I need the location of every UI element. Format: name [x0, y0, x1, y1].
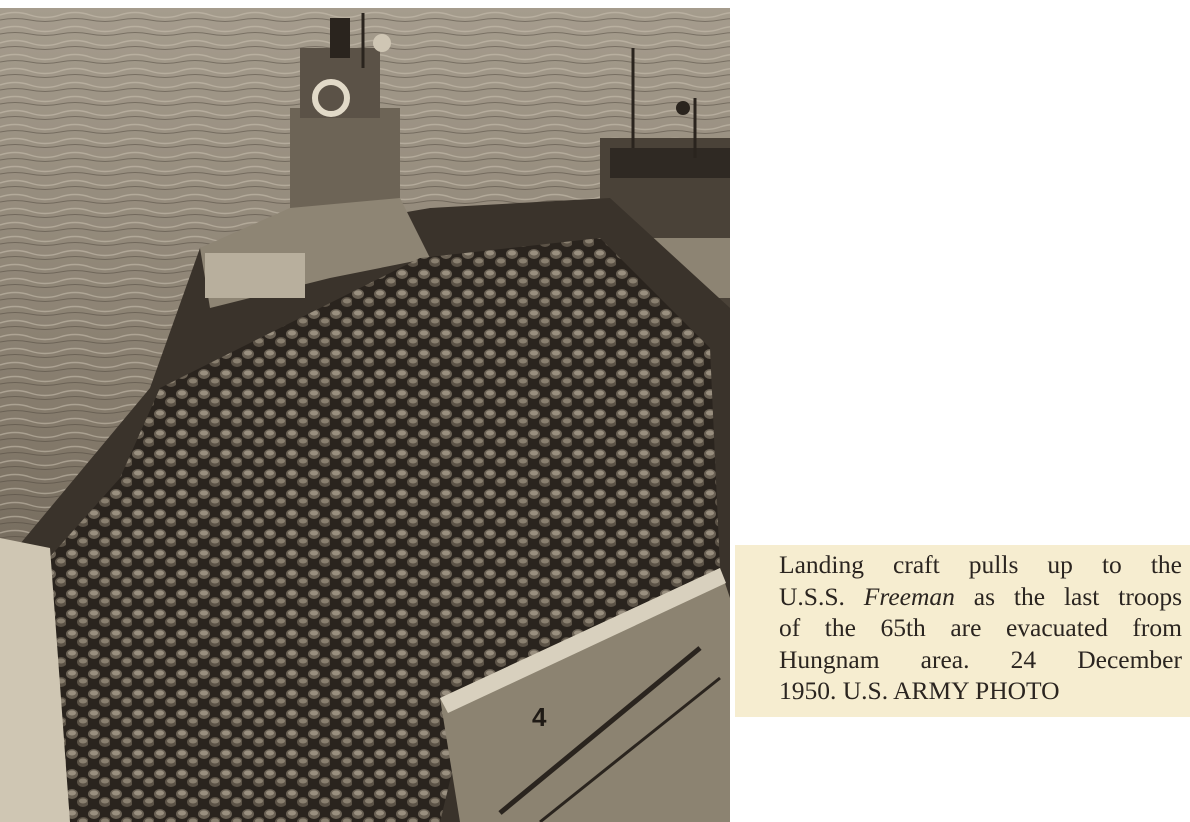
deck-railing [205, 253, 305, 298]
caption-line: Landing craft pulls up to the [779, 550, 1182, 579]
landing-craft-photo [0, 8, 730, 822]
photograph [0, 8, 730, 822]
caption-text: as the last troops [954, 581, 1182, 611]
caption-text: U.S.S. [779, 581, 864, 611]
photo-caption [779, 549, 1182, 707]
caption-line [779, 581, 1182, 613]
caption-box [735, 545, 1190, 717]
caption-line: of the 65th are evacuated from [779, 613, 1182, 642]
ship-name: Freeman [863, 581, 955, 611]
hull-number: 4 [532, 702, 547, 732]
caption-line: Hungnam area. 24 December [779, 644, 1182, 674]
caption-line: 1950. U.S. ARMY PHOTO [779, 676, 1060, 705]
